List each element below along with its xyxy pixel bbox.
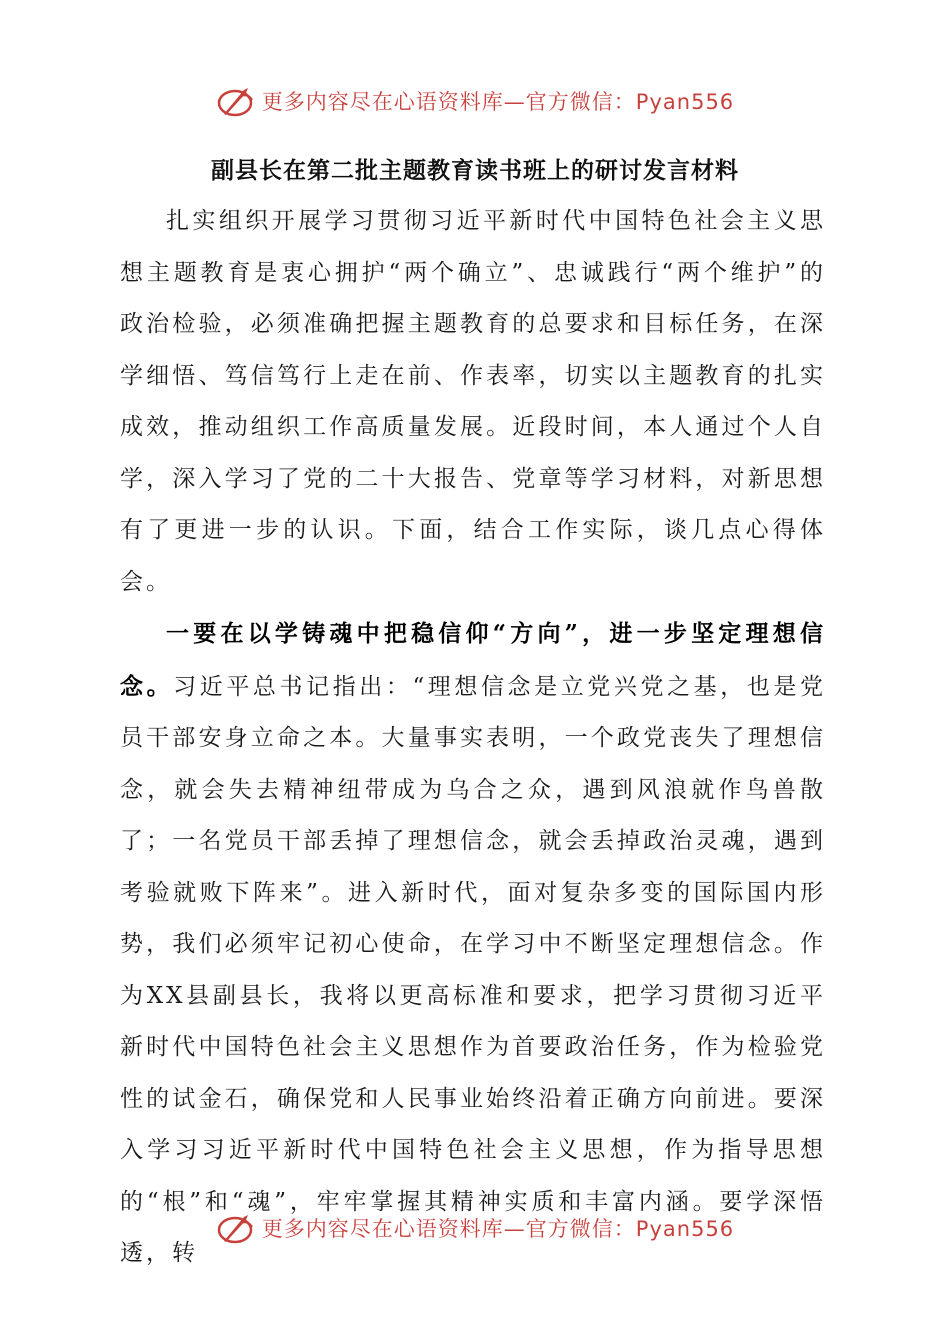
paragraph-point-one	[120, 608, 826, 1280]
document-body	[120, 196, 826, 1280]
paragraph-intro	[120, 196, 826, 608]
banner-text: 更多内容尽在心语资料库—官方微信：Pyan556	[261, 1217, 735, 1241]
paragraph-text: 习近平总书记指出：“理想信念是立党兴党之基，也是党员干部安身立命之本。大量事实表明，一个政党丧失了理想信念，就会失去精神纽带成为乌合之众，遇到风浪就作鸟兽散了；一名党员干部丢掉了理想信念，就会丢掉政治灵魂，遇到考验就败下阵来”。进入新时代，面对复杂多变的国际国内形势，我们必须牢记初心使命，在学习中不断坚定理想信念。作为XX县副县长，我将以更高标准和要求，把学习贯彻习近平新时代中国特色社会主义思想作为首要政治任务，作为检验党性的试金石，确保党和人民事业始终沿着正确方向前进。要深入学习习近平新时代中国特色社会主义思想，作为指导思想的“根”和“魂”，牢牢掌握其精神实质和丰富内涵。要学深悟透，转	[120, 673, 826, 1266]
footer-watermark-banner	[0, 1211, 950, 1245]
quill-pen-logo-icon	[216, 84, 256, 118]
banner-text: 更多内容尽在心语资料库—官方微信：Pyan556	[261, 90, 735, 114]
document-title: 副县长在第二批主题教育读书班上的研讨发言材料	[211, 157, 739, 184]
quill-pen-logo-icon	[216, 1211, 256, 1245]
paragraph-text: 扎实组织开展学习贯彻习近平新时代中国特色社会主义思想主题教育是衷心拥护“两个确立”、忠诚践行“两个维护”的政治检验，必须准确把握主题教育的总要求和目标任务，在深学细悟、笃信笃行上走在前、作表率，切实以主题教育的扎实成效，推动组织工作高质量发展。近段时间，本人通过个人自学，深入学习了党的二十大报告、党章等学习材料，对新思想有了更进一步的认识。下面，结合工作实际，谈几点心得体会。	[120, 208, 826, 595]
paragraph-lead-heading: 一要在以学铸魂中把稳信仰“方向”，进一步坚定理想信念。	[120, 620, 826, 700]
header-watermark-banner	[0, 84, 950, 118]
